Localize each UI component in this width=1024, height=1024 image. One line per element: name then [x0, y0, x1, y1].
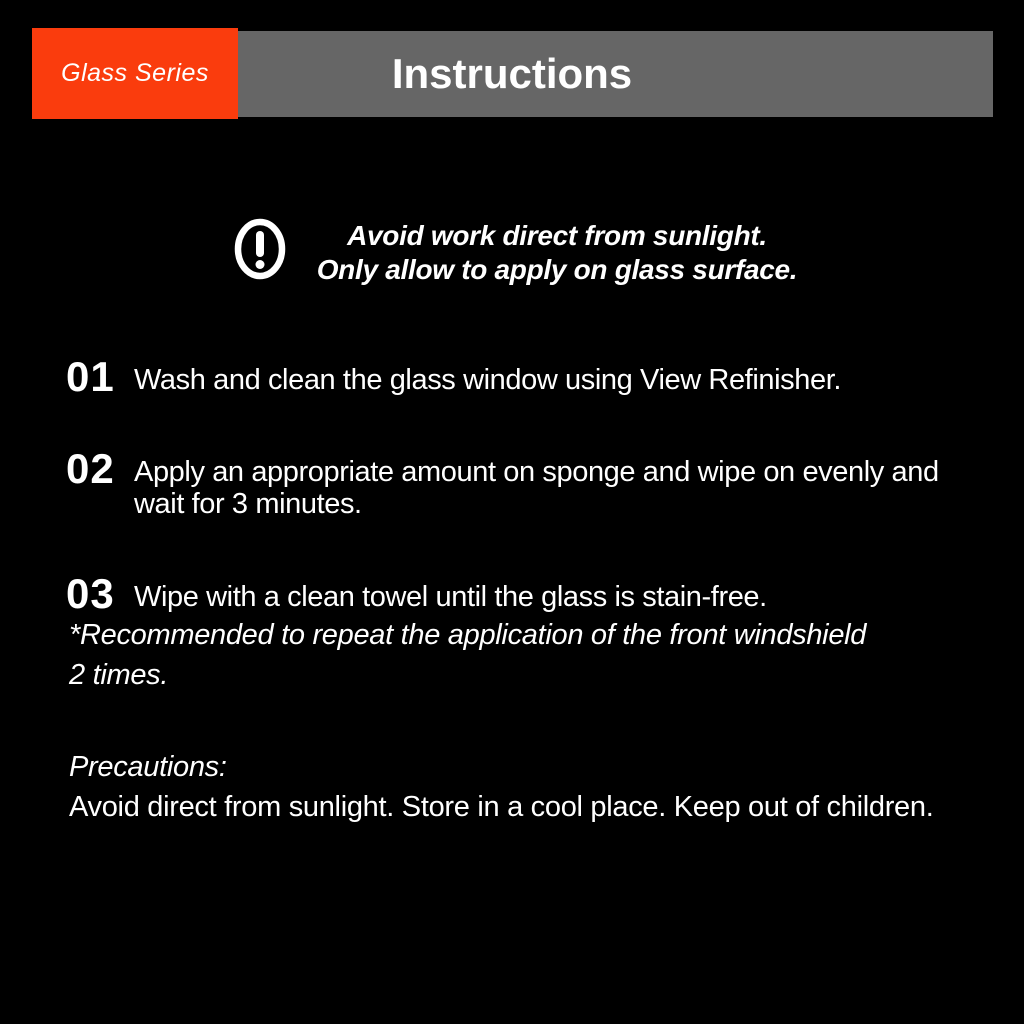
- warning-line-2: Only allow to apply on glass surface.: [316, 254, 798, 285]
- note-line-1: *Recommended to repeat the application of the front windshield: [69, 619, 867, 651]
- step-2: [66, 445, 974, 520]
- warning-message: [257, 219, 857, 287]
- step-3-number: 03: [66, 570, 115, 617]
- step-3: [66, 570, 974, 617]
- step-1-text: Wash and clean the glass window using View Refinisher.: [134, 364, 842, 396]
- series-badge-label: Glass Series: [61, 59, 209, 87]
- precautions-body: Avoid direct from sunlight. Store in a cool place. Keep out of children.: [69, 791, 934, 823]
- step-2-text: Apply an appropriate amount on sponge and wipe on evenly and wait for 3 minutes.: [134, 456, 939, 520]
- step-1-number: 01: [66, 353, 115, 400]
- step-3-text: Wipe with a clean towel until the glass is stain-free.: [134, 581, 767, 613]
- note-line-2: 2 times.: [69, 659, 169, 691]
- page-title: Instructions: [391, 50, 633, 97]
- step-2-number: 02: [66, 445, 115, 492]
- precautions-heading: Precautions:: [69, 751, 227, 783]
- precautions-section: [69, 747, 933, 827]
- step-1: [66, 353, 974, 400]
- warning-line-1: Avoid work direct from sunlight.: [347, 220, 767, 251]
- recommendation-note: [69, 615, 866, 695]
